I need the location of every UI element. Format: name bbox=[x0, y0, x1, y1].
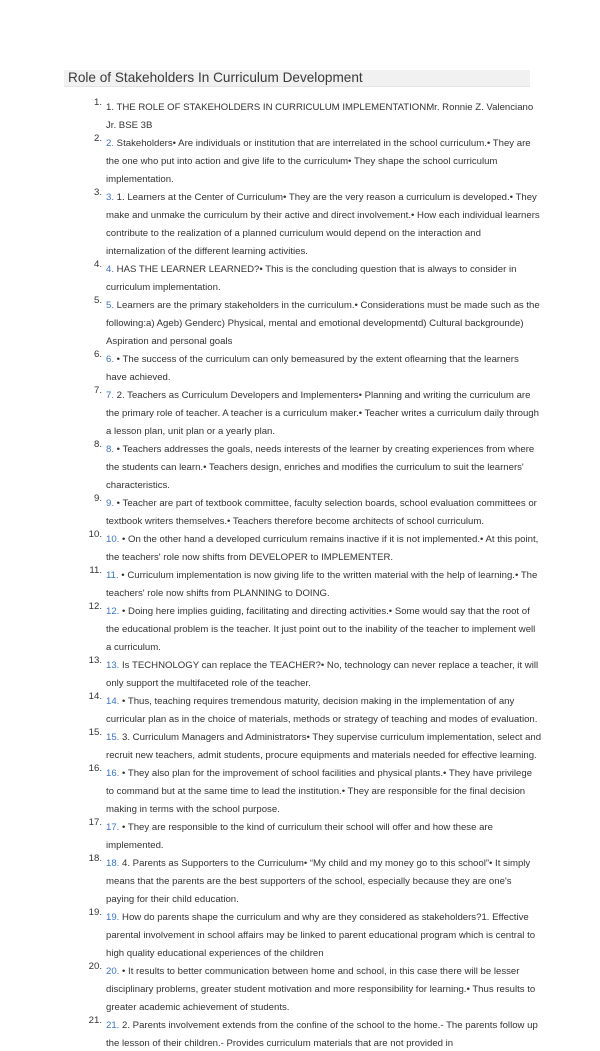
slide-text bbox=[106, 858, 530, 905]
slide-item bbox=[72, 817, 542, 853]
slide-number: 7. bbox=[93, 385, 102, 396]
slide-item bbox=[72, 97, 542, 133]
slide-text bbox=[106, 354, 519, 383]
slide-text-body: 1. Learners at the Center of Curriculum• They are the very reason a curriculum is developed.• They make and unmake the curriculum by their active and direct involvement.• How each individual learners contribute to the realization of a planned curriculum would depend on the interaction and internalization of the different learning activities. bbox=[106, 192, 540, 257]
slide-text bbox=[106, 534, 538, 563]
slide-link[interactable]: 12. bbox=[106, 606, 120, 617]
slide-text bbox=[106, 660, 538, 689]
slide-number: 4. bbox=[93, 259, 102, 270]
slide-item bbox=[72, 133, 542, 187]
slide-text bbox=[106, 1020, 538, 1049]
slide-text bbox=[106, 966, 535, 1013]
slide-text-body: Is TECHNOLOGY can replace the TEACHER?• No, technology can never replace a teacher, it will only support the multifaceted role of the teacher. bbox=[106, 660, 539, 689]
slide-text-body: • They are responsible to the kind of curriculum their school will offer and how these are implemented. bbox=[106, 822, 493, 851]
slide-number: 6. bbox=[93, 349, 102, 360]
slide-link[interactable]: 7. bbox=[106, 390, 115, 401]
slide-text-body: How do parents shape the curriculum and why are they considered as stakeholders?1. Effective parental involvement in school affairs may be linked to parent educational program which is central to high quality educational experiences of the children bbox=[106, 912, 536, 959]
slide-text-body: • Teacher are part of textbook committee, faculty selection boards, school evaluation committees or textbook writers themselves.• Teachers therefore become architects of school curriculum. bbox=[106, 498, 537, 527]
slide-link[interactable]: 18. bbox=[106, 858, 120, 869]
slide-link[interactable]: 19. bbox=[106, 912, 120, 923]
slide-link[interactable]: 11. bbox=[106, 570, 119, 581]
slide-number: 10. bbox=[88, 529, 102, 540]
slide-text-body: 3. Curriculum Managers and Administrators• They supervise curriculum implementation, select and recruit new teachers, admit students, procure equipments and materials needed for effective learning. bbox=[106, 732, 542, 761]
slide-text bbox=[106, 390, 539, 437]
slide-link[interactable]: 3. bbox=[106, 192, 115, 203]
slide-text-body: 1. THE ROLE OF STAKEHOLDERS IN CURRICULUM IMPLEMENTATIONMr. Ronnie Z. Valenciano Jr. BSE 3B bbox=[106, 102, 534, 131]
slide-number: 1. bbox=[93, 97, 102, 108]
slide-link[interactable]: 2. bbox=[106, 138, 115, 149]
slide-item bbox=[72, 907, 542, 961]
title-bar bbox=[64, 70, 530, 87]
slide-text bbox=[106, 732, 541, 761]
slide-link[interactable]: 17. bbox=[106, 822, 120, 833]
document-title: Role of Stakeholders In Curriculum Development bbox=[68, 70, 363, 85]
slide-link[interactable]: 20. bbox=[106, 966, 120, 977]
slide-number: 8. bbox=[93, 439, 102, 450]
slide-text-body: • Thus, teaching requires tremendous maturity, decision making in the implementation of any curricular plan as in the choice of materials, methods or strategy of teaching and modes of evaluation. bbox=[106, 696, 538, 725]
slide-item bbox=[72, 601, 542, 655]
slide-number: 17. bbox=[88, 817, 102, 828]
slide-text-body: • Doing here implies guiding, facilitating and directing activities.• Some would say that the root of the educational problem is the teacher. It just point out to the inability of the teacher to implement well a curriculum. bbox=[106, 606, 536, 653]
slide-number: 15. bbox=[88, 727, 102, 738]
slide-text-body: Stakeholders• Are individuals or institution that are interrelated in the school curriculum.• They are the one who put into action and give life to the curriculum• They shape the school curriculum implementation. bbox=[106, 138, 531, 185]
slide-item bbox=[72, 493, 542, 529]
slide-link[interactable]: 15. bbox=[106, 732, 120, 743]
slide-number: 14. bbox=[88, 691, 102, 702]
slide-text-body: • It results to better communication between home and school, in this case there will be lesser disciplinary problems, greater student motivation and more responsibility for learning.• Thus results to greater academic achievement of students. bbox=[106, 966, 536, 1013]
slide-number: 21. bbox=[88, 1015, 102, 1026]
slide-text-body: HAS THE LEARNER LEARNED?• This is the concluding question that is always to consider in curriculum implementation. bbox=[106, 264, 517, 293]
slide-text bbox=[106, 300, 540, 347]
slide-text bbox=[106, 192, 540, 257]
slide-text bbox=[106, 444, 534, 491]
slide-item bbox=[72, 529, 542, 565]
slide-text bbox=[106, 768, 532, 815]
slide-text bbox=[106, 138, 531, 185]
slide-number: 13. bbox=[88, 655, 102, 666]
slide-item bbox=[72, 439, 542, 493]
slide-item bbox=[72, 565, 542, 601]
slide-text bbox=[106, 264, 516, 293]
slide-link[interactable]: 4. bbox=[106, 264, 115, 275]
slide-item bbox=[72, 349, 542, 385]
slide-link[interactable]: 10. bbox=[106, 534, 120, 545]
slide-text-body: 2. Teachers as Curriculum Developers and Implementers• Planning and writing the curriculum are the primary role of teacher. A teacher is a curriculum maker.• Teacher writes a curriculum daily through a lesson plan, unit plan or a yearly plan. bbox=[106, 390, 539, 437]
slide-item bbox=[72, 295, 542, 349]
slide-item bbox=[72, 763, 542, 817]
slide-item bbox=[72, 259, 542, 295]
slide-text-body: 4. Parents as Supporters to the Curriculum• “My child and my money go to this school”• It simply means that the parents are the best supporters of the school, especially because they are one's paying for their child education. bbox=[106, 858, 531, 905]
slide-text-body: • They also plan for the improvement of school facilities and physical plants.• They have privilege to command but at the same time to lead the institution.• They are responsible for the final decision making in terms with the school purpose. bbox=[106, 768, 533, 815]
slide-number: 2. bbox=[93, 133, 102, 144]
slide-link[interactable]: 14. bbox=[106, 696, 120, 707]
slide-text-body: 2. Parents involvement extends from the confine of the school to the home.- The parents follow up the lesson of their children.- Provides curriculum materials that are not provided in bbox=[106, 1020, 538, 1049]
slide-text-body: • On the other hand a developed curriculum remains inactive if it is not implemented.• At this point, the teachers' role now shifts from DEVELOPER to IMPLEMENTER. bbox=[106, 534, 539, 563]
slide-item bbox=[72, 727, 542, 763]
slide-number: 16. bbox=[88, 763, 102, 774]
slide-link[interactable]: 6. bbox=[106, 354, 115, 365]
slide-item bbox=[72, 655, 542, 691]
slide-number: 11. bbox=[89, 565, 102, 576]
slide-text bbox=[106, 102, 533, 131]
slide-item bbox=[72, 853, 542, 907]
slide-number: 20. bbox=[88, 961, 102, 972]
slide-text-body: • Teachers addresses the goals, needs interests of the learner by creating experiences from where the students can learn.• Teachers design, enriches and modifies the curriculum to suit the learners' characteristics. bbox=[106, 444, 535, 491]
slide-text bbox=[106, 696, 537, 725]
slide-number: 9. bbox=[93, 493, 102, 504]
slide-transcript-list bbox=[72, 97, 542, 1051]
slide-text bbox=[106, 498, 537, 527]
slide-link[interactable]: 16. bbox=[106, 768, 120, 779]
slide-link[interactable]: 9. bbox=[106, 498, 115, 509]
slide-item bbox=[72, 385, 542, 439]
slide-text-body: • The success of the curriculum can only bemeasured by the extent oflearning that the learners have achieved. bbox=[106, 354, 519, 383]
slide-item bbox=[72, 961, 542, 1015]
slide-number: 12. bbox=[88, 601, 102, 612]
slide-number: 3. bbox=[93, 187, 102, 198]
slide-number: 18. bbox=[88, 853, 102, 864]
slide-item bbox=[72, 691, 542, 727]
slide-link[interactable]: 8. bbox=[106, 444, 115, 455]
slide-text bbox=[106, 570, 537, 599]
slide-link[interactable]: 21. bbox=[106, 1020, 120, 1031]
slide-number: 19. bbox=[88, 907, 102, 918]
slide-item bbox=[72, 1015, 542, 1051]
slide-link[interactable]: 5. bbox=[106, 300, 115, 311]
slide-number: 5. bbox=[93, 295, 102, 306]
slide-text-body: Learners are the primary stakeholders in the curriculum.• Considerations must be made such as the following:a) Ageb) Genderc) Physical, mental and emotional developmentd) Cultural backgrounde) Aspiration and personal goals bbox=[106, 300, 540, 347]
slide-text-body: • Curriculum implementation is now giving life to the written material with the help of learning.• The teachers' role now shifts from PLANNING to DOING. bbox=[106, 570, 538, 599]
slide-item bbox=[72, 187, 542, 259]
slide-text bbox=[106, 912, 535, 959]
slide-link[interactable]: 13. bbox=[106, 660, 120, 671]
slide-text bbox=[106, 606, 535, 653]
